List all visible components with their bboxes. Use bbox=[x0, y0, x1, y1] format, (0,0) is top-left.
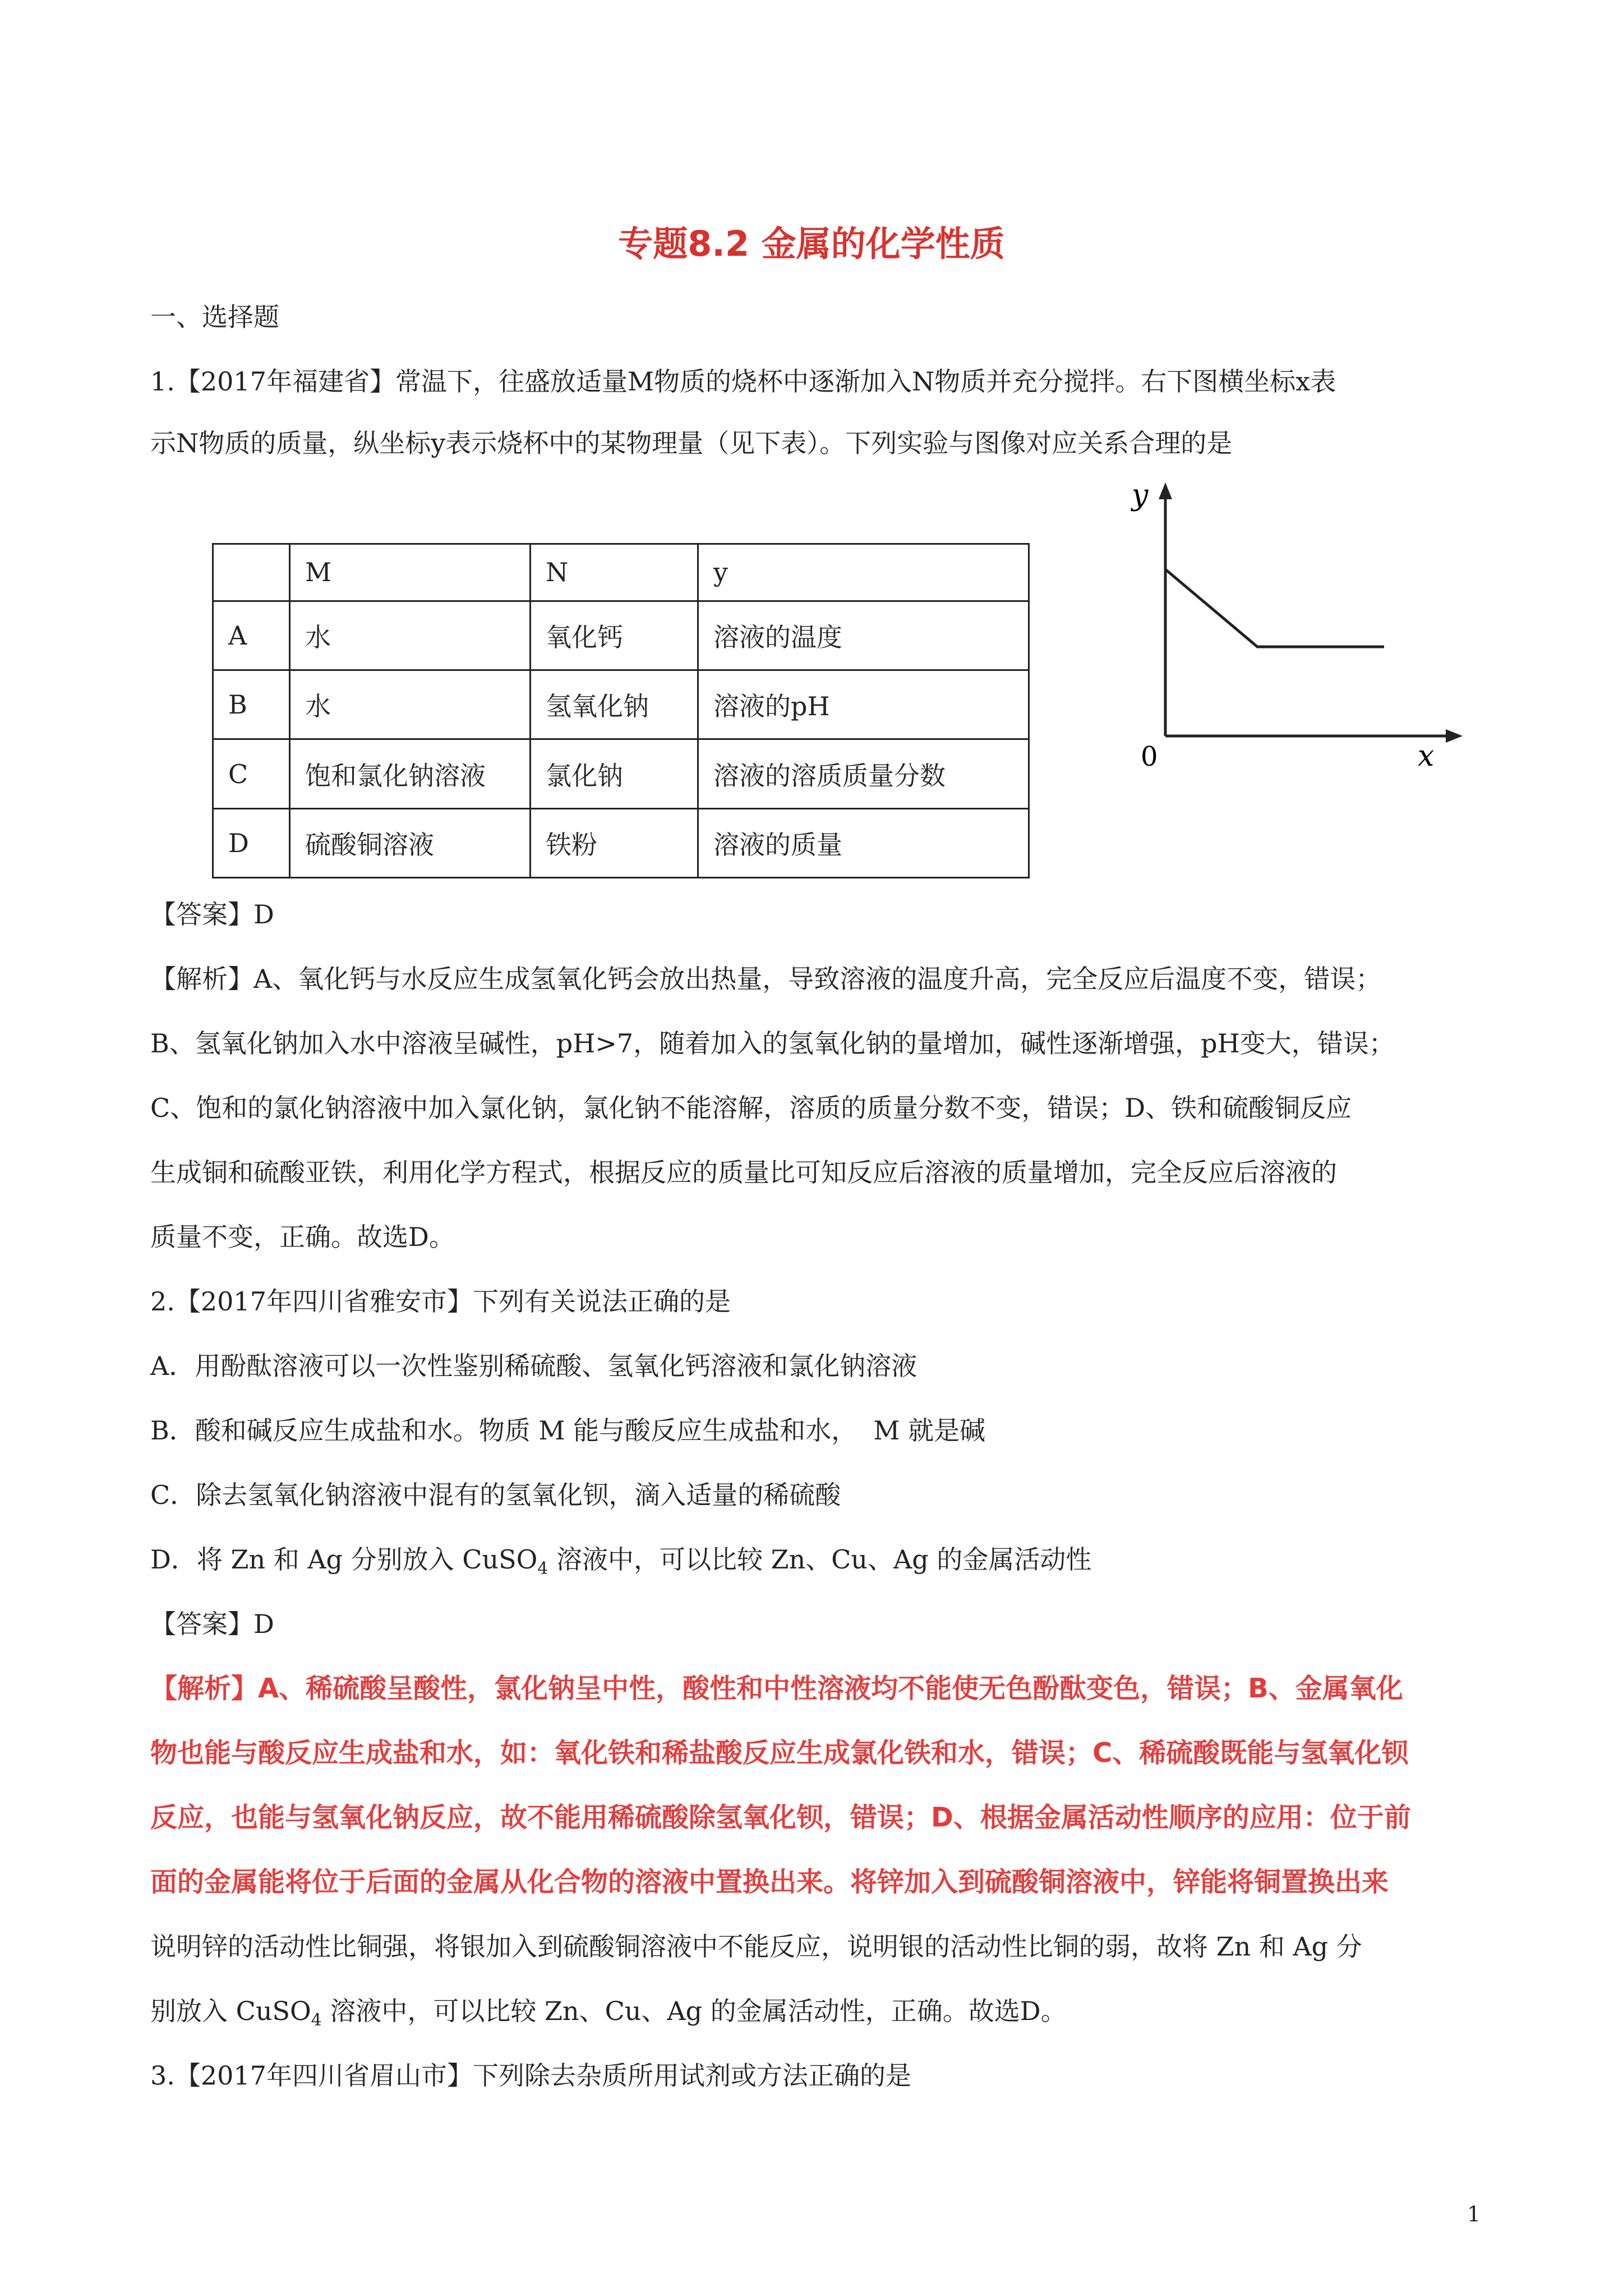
graph-line bbox=[1165, 569, 1384, 647]
q2-analysis-red-line3: 反应，也能与氢氧化钠反应，故不能用稀硫酸除氢氧化钡，错误；D、根据金属活动性顺序的应用：位于前 bbox=[150, 1802, 1411, 1833]
table-cell: 溶液的质量 bbox=[698, 808, 1029, 877]
table-cell: 溶液的pH bbox=[698, 670, 1029, 739]
y-axis-arrow bbox=[1159, 482, 1172, 499]
q1-answer: 【答案】D bbox=[150, 899, 274, 930]
section-heading: 一、选择题 bbox=[150, 302, 279, 332]
table-row bbox=[213, 739, 1029, 808]
q2-option-d-subscript: 4 bbox=[537, 1559, 548, 1579]
q2-option-b: B．酸和碱反应生成盐和水。物质 M 能与酸反应生成盐和水， M 就是碱 bbox=[150, 1415, 986, 1446]
x-axis-label: x bbox=[1418, 739, 1435, 773]
table-header-row bbox=[213, 544, 1029, 601]
q2-option-d-text-end: 溶液中，可以比较 Zn、Cu、Ag 的金属活动性 bbox=[548, 1544, 1092, 1575]
q2-analysis-red-line2: 物也能与酸反应生成盐和水，如：氧化铁和稀盐酸反应生成氯化铁和水，错误；C、稀硫酸既能与氢氧化钡 bbox=[150, 1737, 1409, 1769]
table-cell: 溶液的溶质质量分数 bbox=[698, 739, 1029, 808]
table-cell: A bbox=[213, 601, 290, 670]
q2-analysis-line5: 说明锌的活动性比铜强，将银加入到硫酸铜溶液中不能反应，说明银的活动性比铜的弱，故将 Zn 和 Ag 分 bbox=[150, 1931, 1362, 1962]
q2-analysis-line6-text-end: 溶液中，可以比较 Zn、Cu、Ag 的金属活动性，正确。故选D。 bbox=[321, 1996, 1067, 2026]
q2-analysis-red-line4: 面的金属能将位于后面的金属从化合物的溶液中置换出来。将锌加入到硫酸铜溶液中，锌能将铜置换出来 bbox=[150, 1866, 1389, 1898]
q2-option-c: C．除去氢氧化钠溶液中混有的氢氧化钡，滴入适量的稀硫酸 bbox=[150, 1480, 841, 1510]
q1-analysis-line5: 质量不变，正确。故选D。 bbox=[150, 1222, 455, 1252]
table-cell: D bbox=[213, 808, 290, 877]
table-cell: 氢氧化钠 bbox=[531, 670, 698, 739]
x-axis-arrow bbox=[1446, 729, 1463, 743]
table-cell: N bbox=[531, 544, 698, 601]
q1-analysis-line3: C、饱和的氯化钠溶液中加入氯化钠，氯化钠不能溶解，溶质的质量分数不变，错误；D、铁和硫酸铜反应 bbox=[150, 1093, 1352, 1123]
q1-stem-line1: 1.【2017年福建省】常温下，往盛放适量M物质的烧杯中逐渐加入N物质并充分搅拌。右下图横坐标x表 bbox=[150, 366, 1336, 397]
q1-analysis-line2: B、氢氧化钠加入水中溶液呈碱性，pH>7，随着加入的氢氧化钠的量增加，碱性逐渐增强，pH变大，错误； bbox=[150, 1028, 1395, 1059]
table-cell: y bbox=[698, 544, 1029, 601]
q1-graph bbox=[1099, 477, 1469, 780]
table-cell: 水 bbox=[290, 601, 531, 670]
origin-label: 0 bbox=[1141, 741, 1158, 772]
table-cell: B bbox=[213, 670, 290, 739]
table-cell: 溶液的温度 bbox=[698, 601, 1029, 670]
table-cell: M bbox=[290, 544, 531, 601]
table-cell: 硫酸铜溶液 bbox=[290, 808, 531, 877]
q2-option-d bbox=[150, 1543, 1091, 1586]
table-cell: 水 bbox=[290, 670, 531, 739]
table-cell: 铁粉 bbox=[531, 808, 698, 877]
table-cell: C bbox=[213, 739, 290, 808]
q2-analysis-red-line1: 【解析】A、稀硫酸呈酸性，氯化钠呈中性，酸性和中性溶液均不能使无色酚酞变色，错误；B、金属氧化 bbox=[150, 1673, 1403, 1704]
q1-table bbox=[212, 543, 1030, 878]
q1-stem-line2: 示N物质的质量，纵坐标y表示烧杯中的某物理量（见下表）。下列实验与图像对应关系合理的是 bbox=[150, 428, 1233, 458]
q1-analysis-line1: 【解析】A、氧化钙与水反应生成氢氧化钙会放出热量，导致溶液的温度升高，完全反应后温度不变，错误； bbox=[150, 964, 1382, 994]
table-row bbox=[213, 670, 1029, 739]
table-cell: 氯化钠 bbox=[531, 739, 698, 808]
q3-stem: 3.【2017年四川省眉山市】下列除去杂质所用试剂或方法正确的是 bbox=[150, 2060, 911, 2091]
page-number: 1 bbox=[1467, 2202, 1481, 2226]
table-cell: 饱和氯化钠溶液 bbox=[290, 739, 531, 808]
table-cell: 氧化钙 bbox=[531, 601, 698, 670]
q2-analysis-line6 bbox=[150, 1994, 1067, 2037]
table-row bbox=[213, 601, 1029, 670]
q2-option-d-text: D．将 Zn 和 Ag 分别放入 CuSO bbox=[150, 1544, 538, 1575]
q2-answer: 【答案】D bbox=[150, 1609, 274, 1639]
q2-option-a: A．用酚酞溶液可以一次性鉴别稀硫酸、氢氧化钙溶液和氯化钠溶液 bbox=[150, 1351, 917, 1381]
table-cell bbox=[213, 544, 290, 601]
q2-analysis-line6-subscript: 4 bbox=[311, 2010, 322, 2031]
y-axis-label: y bbox=[1132, 478, 1149, 512]
q2-analysis-line6-text: 别放入 CuSO bbox=[150, 1996, 311, 2026]
q2-stem: 2.【2017年四川省雅安市】下列有关说法正确的是 bbox=[150, 1286, 731, 1317]
q1-analysis-line4: 生成铜和硫酸亚铁，利用化学方程式，根据反应的质量比可知反应后溶液的质量增加，完全反应后溶液的 bbox=[150, 1157, 1337, 1188]
page-title: 专题8.2 金属的化学性质 bbox=[618, 223, 1005, 264]
table-row bbox=[213, 808, 1029, 877]
